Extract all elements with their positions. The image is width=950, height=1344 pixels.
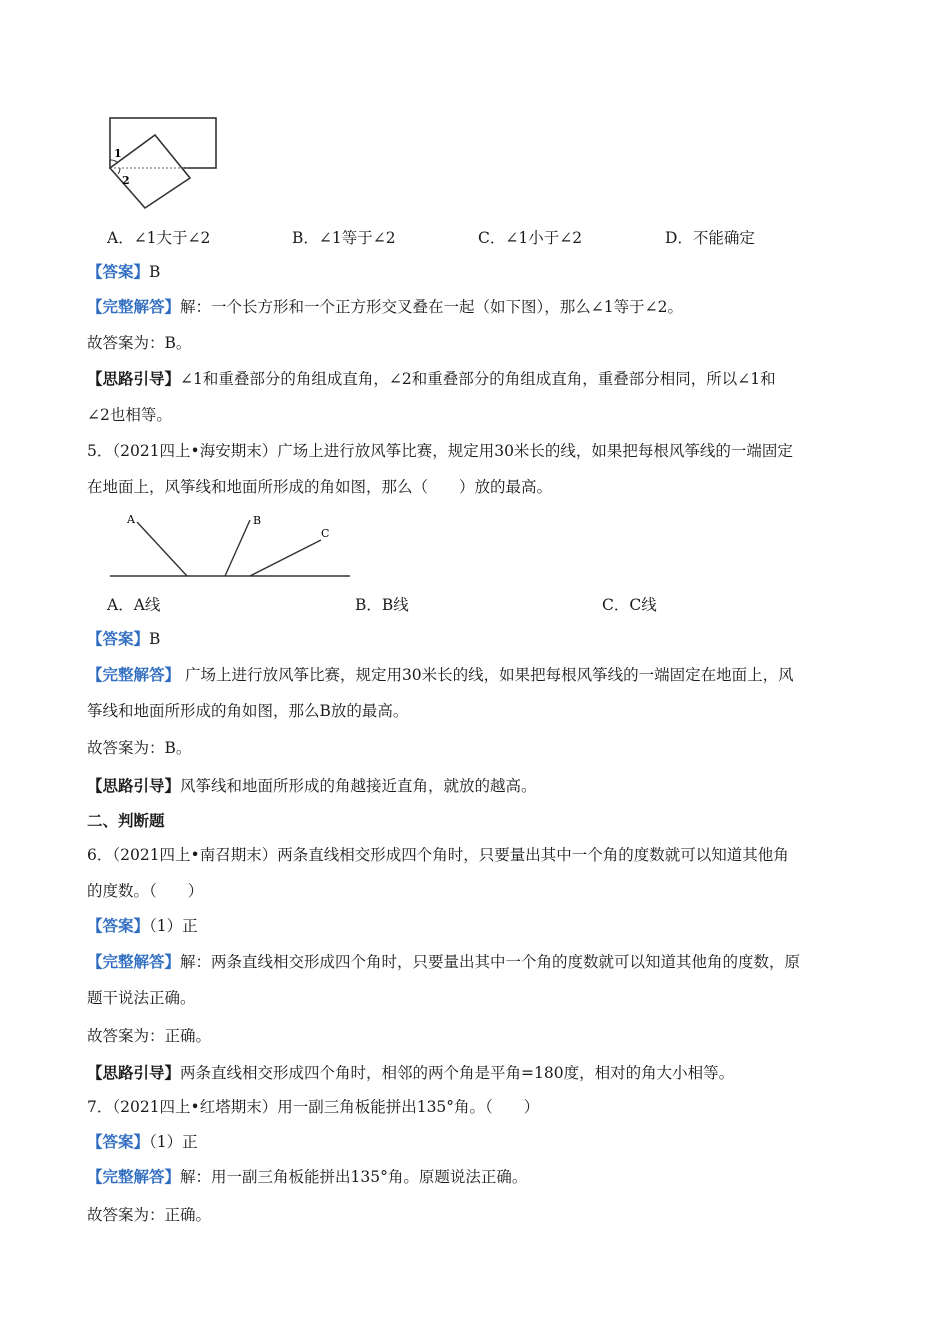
square-shape [110, 135, 190, 208]
q5-figure [105, 510, 355, 582]
q4-answer [87, 262, 160, 282]
string-b [225, 520, 250, 576]
solution-text: 解：两条直线相交形成四个角时，只要量出其中一个角的度数就可以知道其他角的度数，原 [180, 953, 801, 971]
q6-solution-line1 [87, 952, 800, 972]
answer-tag: 【答案】 [87, 1132, 150, 1151]
answer-value: （1）正 [149, 917, 198, 935]
q4-option-c: C．∠1小于∠2 [478, 229, 583, 247]
q5-solution-line2: 筝线和地面所形成的角如图，那么B放的最高。 [87, 702, 409, 720]
q4-hint-line1 [87, 369, 776, 389]
hint-tag: 【思路引导】 [87, 776, 181, 795]
answer-value: B [149, 263, 161, 281]
q5-answer [87, 629, 160, 649]
hint-tag: 【思路引导】 [87, 369, 181, 388]
q4-figure [100, 110, 230, 215]
q7-solution [87, 1167, 527, 1187]
q7-conclusion: 故答案为：正确。 [87, 1206, 212, 1224]
answer-tag: 【答案】 [87, 629, 150, 648]
q5-question-line2: 在地面上，风筝线和地面所形成的角如图，那么（ ）放的最高。 [87, 478, 553, 496]
q5-option-a: A．A线 [107, 596, 161, 614]
q5-option-b: B．B线 [355, 596, 409, 614]
q4-option-b: B．∠1等于∠2 [292, 229, 396, 247]
hint-text: 两条直线相交形成四个角时，相邻的两个角是平角=180度，相对的角大小相等。 [180, 1064, 735, 1082]
angle1-arc [110, 160, 118, 163]
string-c [250, 540, 321, 576]
q5-option-c: C．C线 [602, 596, 657, 614]
q4-option-d: D．不能确定 [665, 229, 755, 247]
q4-conclusion: 故答案为：B。 [87, 334, 192, 352]
q5-solution-line1 [87, 665, 794, 685]
solution-tag: 【完整解答】 [87, 952, 181, 971]
answer-value: B [149, 630, 161, 648]
q6-question-line1: 6．（2021四上•南召期末）两条直线相交形成四个角时，只要量出其中一个角的度数就可以知道其他角 [87, 846, 789, 864]
q5-hint [87, 776, 537, 796]
hint-text: ∠1和重叠部分的角组成直角，∠2和重叠部分的角组成直角，重叠部分相同，所以∠1和 [180, 370, 776, 388]
solution-text: 解：一个长方形和一个正方形交叉叠在一起（如下图），那么∠1等于∠2。 [180, 298, 683, 316]
q7-answer [87, 1132, 198, 1152]
label-b: B [253, 514, 262, 527]
label-a: A [127, 513, 135, 526]
q6-conclusion: 故答案为：正确。 [87, 1027, 212, 1045]
section-title: 二、判断题 [87, 811, 165, 830]
answer-tag: 【答案】 [87, 916, 150, 935]
q7-question: 7．（2021四上•红塔期末）用一副三角板能拼出135°角。（ ） [87, 1098, 540, 1116]
q6-hint [87, 1063, 734, 1083]
q6-question-line2: 的度数。（ ） [87, 882, 204, 900]
q4-option-a: A．∠1大于∠2 [107, 229, 211, 247]
answer-value: （1）正 [149, 1133, 198, 1151]
q4-hint-line2: ∠2也相等。 [87, 406, 172, 424]
solution-text: 解：用一副三角板能拼出135°角。原题说法正确。 [180, 1168, 528, 1186]
hint-tag: 【思路引导】 [87, 1063, 181, 1082]
angle2-label: 2 [122, 174, 130, 187]
string-a [137, 522, 187, 576]
solution-text: 广场上进行放风筝比赛，规定用30米长的线，如果把每根风筝线的一端固定在地面上，风 [180, 666, 794, 684]
solution-tag: 【完整解答】 [87, 1167, 181, 1186]
q5-conclusion: 故答案为：B。 [87, 739, 192, 757]
q4-solution [87, 297, 683, 317]
hint-text: 风筝线和地面所形成的角越接近直角，就放的越高。 [180, 777, 537, 795]
solution-tag: 【完整解答】 [87, 297, 181, 316]
q6-solution-line2: 题干说法正确。 [87, 989, 196, 1007]
answer-tag: 【答案】 [87, 262, 150, 281]
label-c: C [321, 527, 330, 540]
solution-tag: 【完整解答】 [87, 665, 181, 684]
q6-answer [87, 916, 198, 936]
angle1-label: 1 [114, 147, 122, 160]
q5-question-line1: 5．（2021四上•海安期末）广场上进行放风筝比赛，规定用30米长的线，如果把每根风筝线的一端固定 [87, 442, 793, 460]
